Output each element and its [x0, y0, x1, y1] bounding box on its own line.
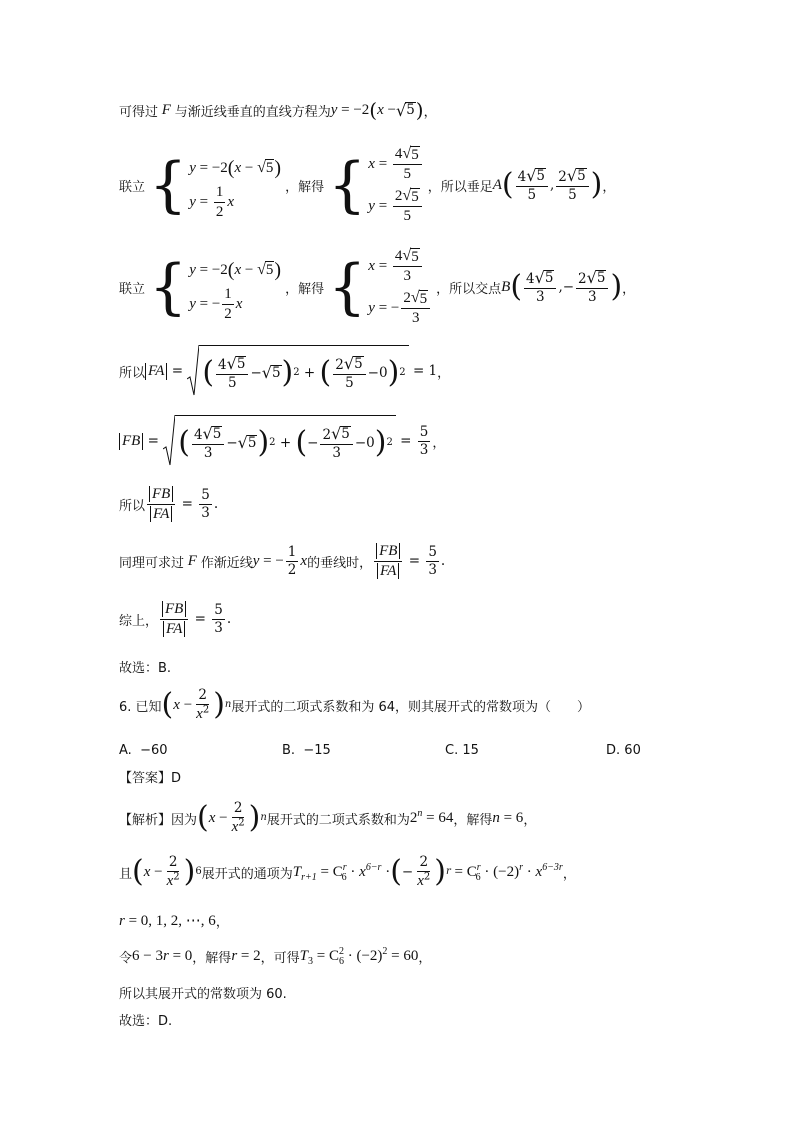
option-c[interactable]: C. 15	[445, 743, 479, 758]
analysis-line-2: 且 ( x − $\frac{2}{x^2}$ ) 6 展开式的通项为 $T_{r+1} = C^r_6 \cdot x^{6-r}$ · ( − $\frac{2}{x^2}$ ) r = $C^r_6 \cdot (-2)^r \cdot x^{6-3r}$ ，	[119, 854, 576, 890]
option-b[interactable]: B. −15	[282, 743, 331, 758]
line-similar: 同理可求过 F 作渐近线 y = − $\frac{1}{2}$ x 的垂线时， $\frac{FB}{FA}$ = $\frac{5}{3}$ .	[119, 543, 446, 579]
analysis-line-4: 令 6 − 3r = 0 ，解得 r = 2 ，可得 $T_3 = C^2_6 \cdot (-2)^2 = 60$ ，	[119, 946, 432, 967]
line-system-1: 联立 { y = −2 ( x − √ 5 ) y = $\frac{1}{2}$ x ，解得 { x = 4 √ 5 5 y = 2 √ 5 5 ，所以垂足 A ( 4 √ 5 5 , 2 √ 5 5 ) ，	[119, 145, 616, 225]
line-fa-distance: 所以 FA = ( 4 √ 5 5 − √ 5 ) 2 + ( 2 √ 5 5 −0 ) 2 = 1 ，	[119, 345, 450, 397]
answer-choice-d: 故选：D.	[119, 1014, 173, 1029]
line-system-2: 联立 { y = −2 ( x − √ 5 ) y = − $\frac{1}{2}$ x ，解得 { x = 4 √ 5 3 y = − 2 √ 5 3 ，所以交点 B ( 4 √ 5 3 ,− 2 √ 5 3 ) ，	[119, 247, 636, 327]
analysis-conclusion: 所以其展开式的常数项为 60.	[119, 987, 287, 1002]
option-d[interactable]: D. 60	[606, 743, 641, 758]
answer-label: 【答案】D	[119, 771, 182, 786]
answer-choice-b: 故选：B.	[119, 661, 172, 676]
analysis-line-1: 【解析】因为 ( x − $\frac{2}{x^2}$ ) n 展开式的二项式系数和为 $2^n = 64$ ，解得 n = 6 ，	[119, 800, 537, 836]
line-ratio: 所以 $\frac{FB}{FA}$ = $\frac{5}{3}$ .	[119, 486, 219, 522]
option-a[interactable]: A. −60	[119, 743, 168, 758]
question-6: 6. 已知 ( x − $\frac{2}{x^2}$ ) n 展开式的二项式系数和为 64，则其展开式的常数项为（ ）	[119, 687, 591, 723]
line-fb-distance: FB = ( 4 √ 5 3 − √ 5 ) 2 + ( − 2 √ 5 3 −0 ) 2 = $\frac{5}{3}$ ，	[119, 415, 445, 467]
line-summary: 综上， $\frac{FB}{FA}$ = $\frac{5}{3}$ .	[119, 601, 232, 637]
analysis-line-3: r = 0, 1, 2, ⋯, 6 ，	[119, 913, 229, 930]
line-perpendicular-eq: 可得过 F 与渐近线垂直的直线方程为 y = −2 ( x − √ 5 ) ，	[119, 98, 437, 122]
